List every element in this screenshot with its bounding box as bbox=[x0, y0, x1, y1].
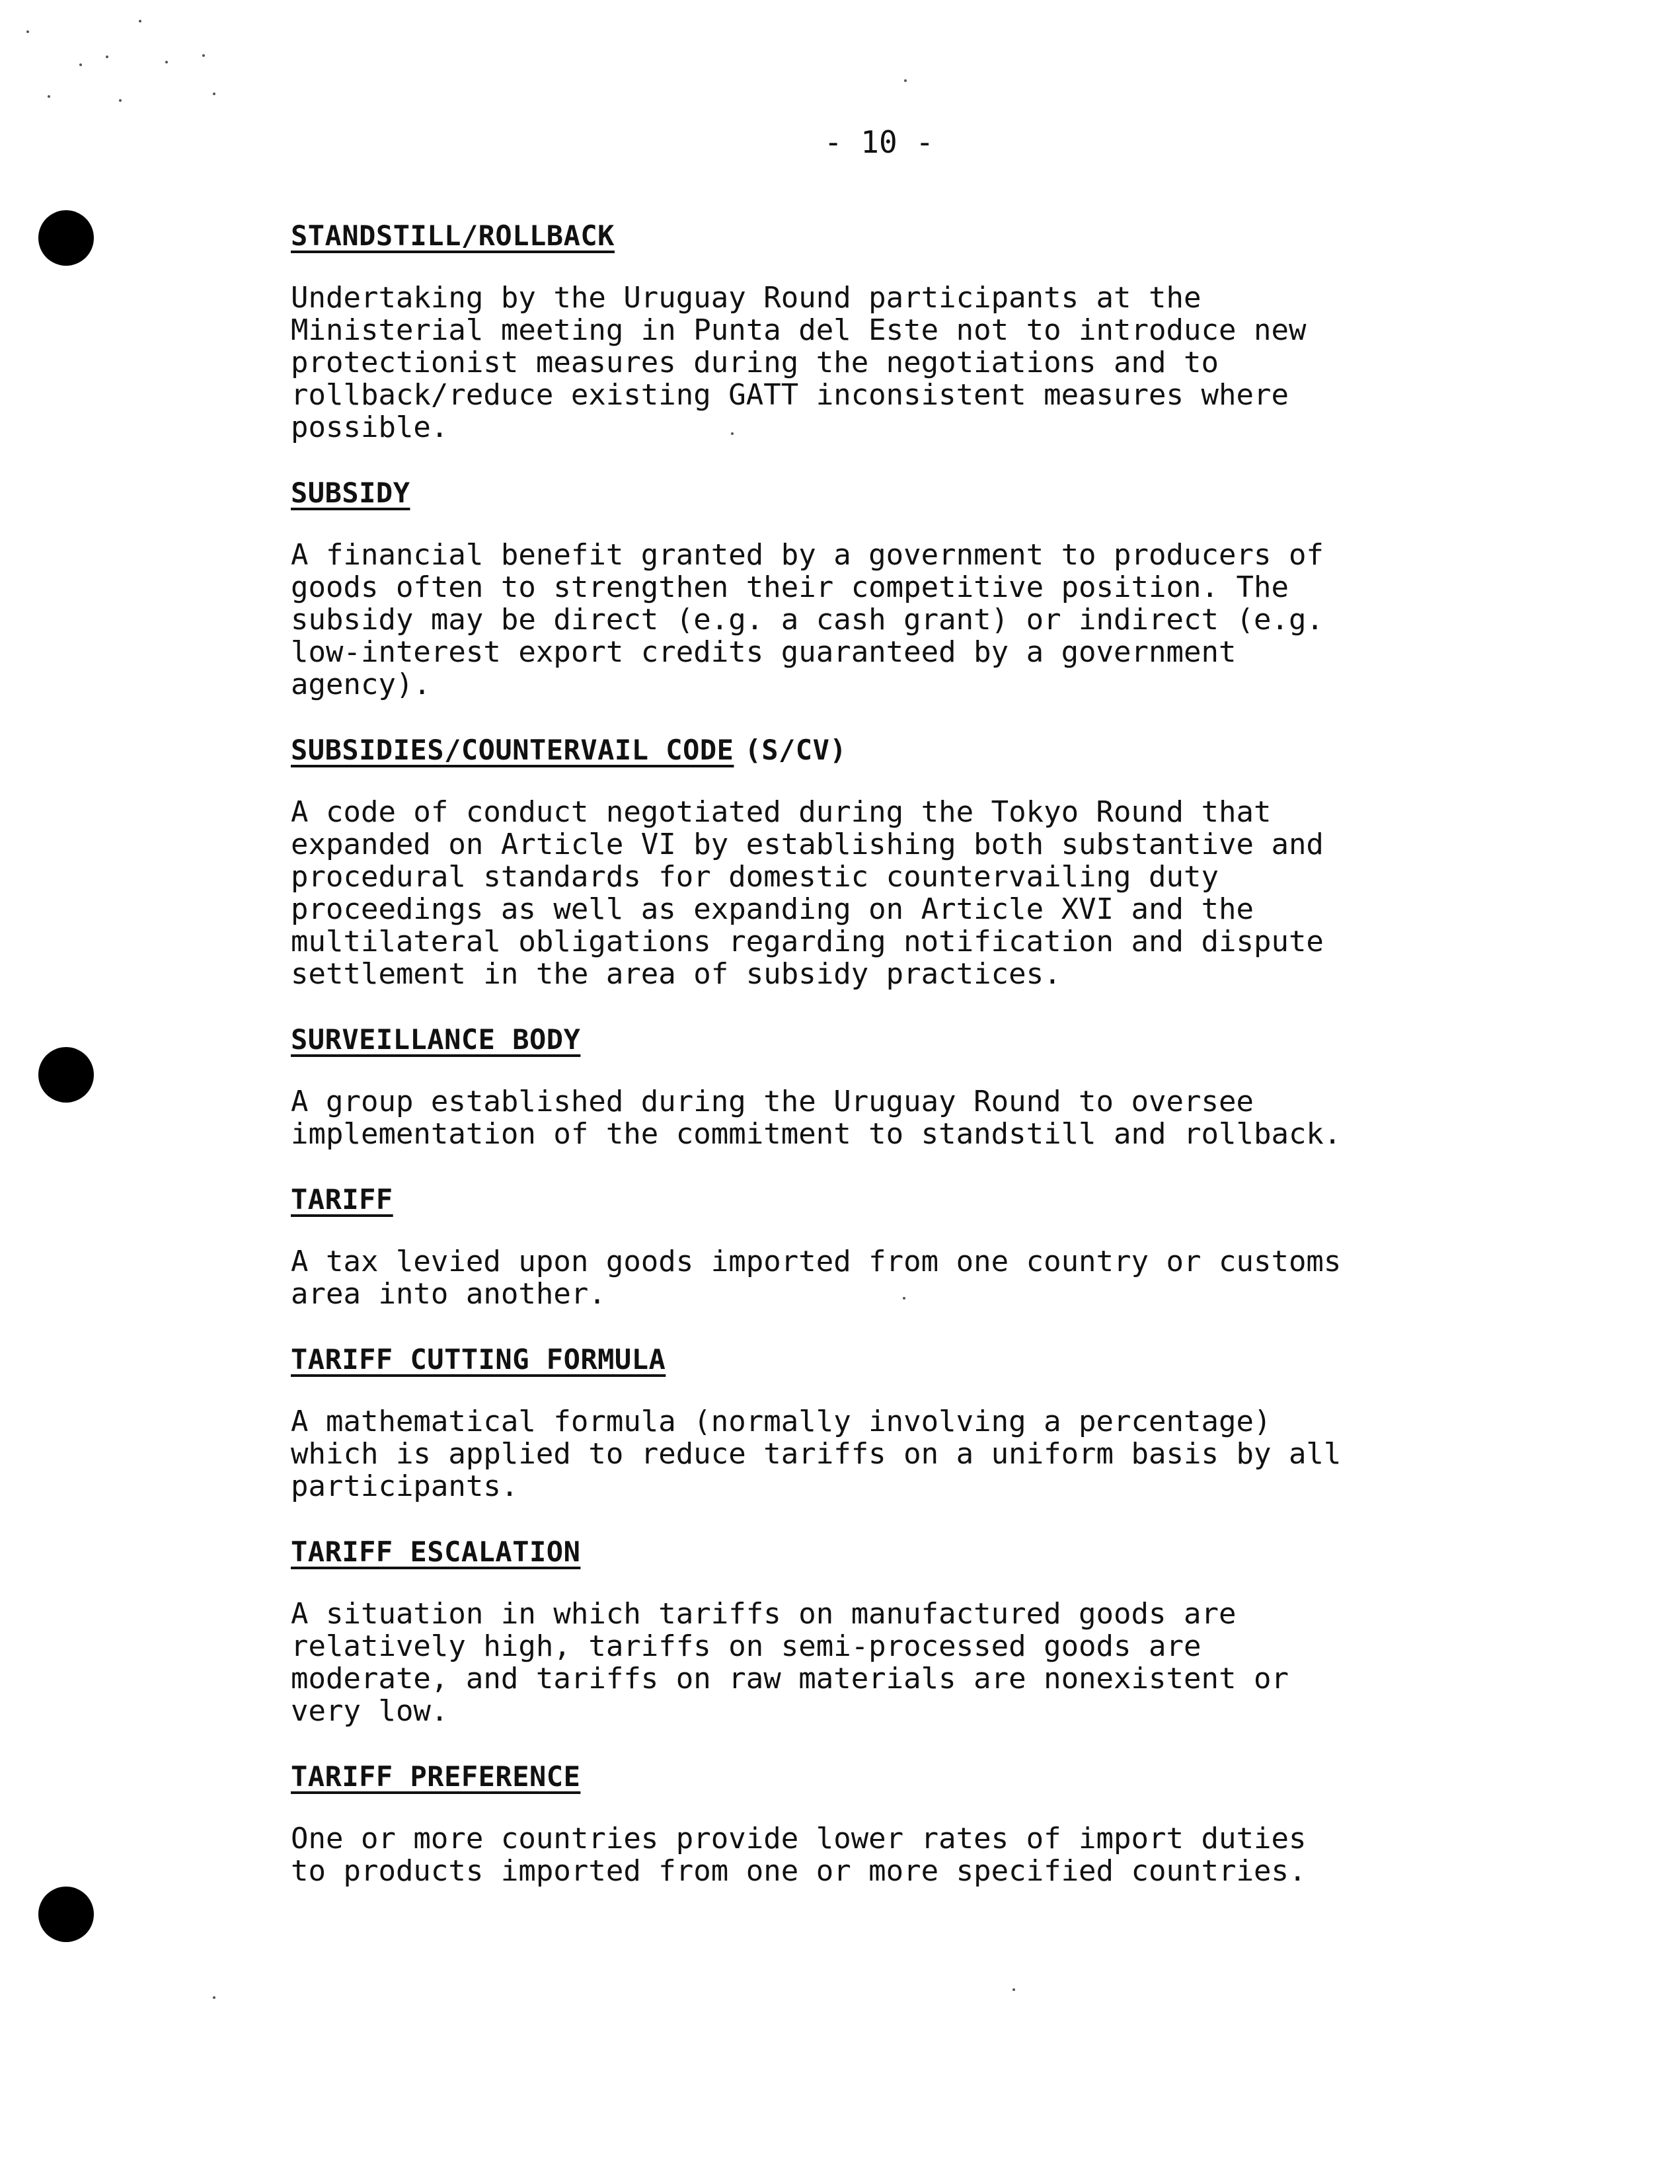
scan-speck bbox=[26, 30, 29, 33]
scan-speck bbox=[202, 54, 205, 57]
glossary-definition: A tax levied upon goods imported from one country or customs area into another. bbox=[291, 1245, 1342, 1311]
term-abbreviation: (S/CV) bbox=[744, 734, 847, 766]
glossary-definition: One or more countries provide lower rates of import duties to products imported from one or more specified countries. bbox=[291, 1822, 1307, 1888]
glossary-entry bbox=[291, 218, 1467, 444]
scan-speck bbox=[213, 93, 215, 95]
term-text: SUBSIDY bbox=[291, 477, 410, 509]
glossary-term bbox=[291, 1022, 1467, 1058]
glossary-definition: A mathematical formula (normally involving a percentage) which is applied to reduce tariffs on a uniform basis by all participants. bbox=[291, 1405, 1342, 1503]
glossary-definition: A situation in which tariffs on manufactured goods are relatively high, tariffs on semi-processed goods are moderate, and tariffs on raw materials are nonexistent or very low. bbox=[291, 1597, 1289, 1728]
glossary-entry bbox=[291, 1022, 1467, 1150]
scan-speck bbox=[904, 79, 907, 82]
glossary-term bbox=[291, 1534, 1467, 1570]
glossary-entry bbox=[291, 1182, 1467, 1310]
glossary-entry bbox=[291, 475, 1467, 701]
glossary-term bbox=[291, 475, 1467, 511]
glossary-term bbox=[291, 1759, 1467, 1795]
page-number: - 10 - bbox=[823, 124, 935, 160]
term-text: TARIFF bbox=[291, 1183, 393, 1216]
glossary-term bbox=[291, 1182, 1467, 1218]
glossary-definition: A financial benefit granted by a government to producers of goods often to strengthen their competitive position. The subsidy may be direct (e.g. a cash grant) or indirect (e.g. low-interest export credits guaranteed by a government agency). bbox=[291, 538, 1324, 701]
glossary-entry bbox=[291, 1534, 1467, 1727]
scan-speck bbox=[48, 95, 50, 98]
glossary-definition: A code of conduct negotiated during the Tokyo Round that expanded on Article VI by establishing both substantive and procedural standards for domestic countervailing duty proceedings as well as expanding on Article XVI and the multilateral obligations regarding notification and dispute settlement in the area of subsidy practices. bbox=[291, 795, 1324, 991]
punch-hole-middle bbox=[38, 1047, 94, 1103]
term-text: TARIFF ESCALATION bbox=[291, 1536, 581, 1568]
punch-hole-bottom bbox=[38, 1887, 94, 1942]
glossary-definition: A group established during the Uruguay Round to oversee implementation of the commitment to standstill and rollback. bbox=[291, 1085, 1342, 1151]
punch-hole-top bbox=[38, 210, 94, 266]
scan-speck bbox=[79, 63, 82, 66]
term-text: TARIFF CUTTING FORMULA bbox=[291, 1343, 666, 1376]
scan-speck bbox=[119, 99, 122, 102]
glossary-term bbox=[291, 1342, 1467, 1378]
scan-speck bbox=[1012, 1988, 1015, 1991]
glossary-content bbox=[291, 218, 1467, 1919]
term-text: SUBSIDIES/COUNTERVAIL CODE bbox=[291, 734, 734, 766]
glossary-definition: Undertaking by the Uruguay Round participants at the Ministerial meeting in Punta del Este not to introduce new protectionist measures during the negotiations and to rollback/reduce existing GATT inconsistent measures where possible. bbox=[291, 281, 1307, 444]
glossary-term bbox=[291, 218, 1467, 254]
glossary-entry bbox=[291, 732, 1467, 990]
scan-speck bbox=[165, 61, 168, 63]
scan-speck bbox=[139, 20, 141, 22]
scan-speck bbox=[106, 56, 108, 58]
glossary-term bbox=[291, 732, 1467, 768]
term-text: STANDSTILL/ROLLBACK bbox=[291, 219, 615, 252]
term-text: TARIFF PREFERENCE bbox=[291, 1760, 581, 1793]
glossary-entry bbox=[291, 1342, 1467, 1502]
scan-speck bbox=[213, 1996, 215, 1999]
term-text: SURVEILLANCE BODY bbox=[291, 1023, 581, 1056]
glossary-entry bbox=[291, 1759, 1467, 1887]
